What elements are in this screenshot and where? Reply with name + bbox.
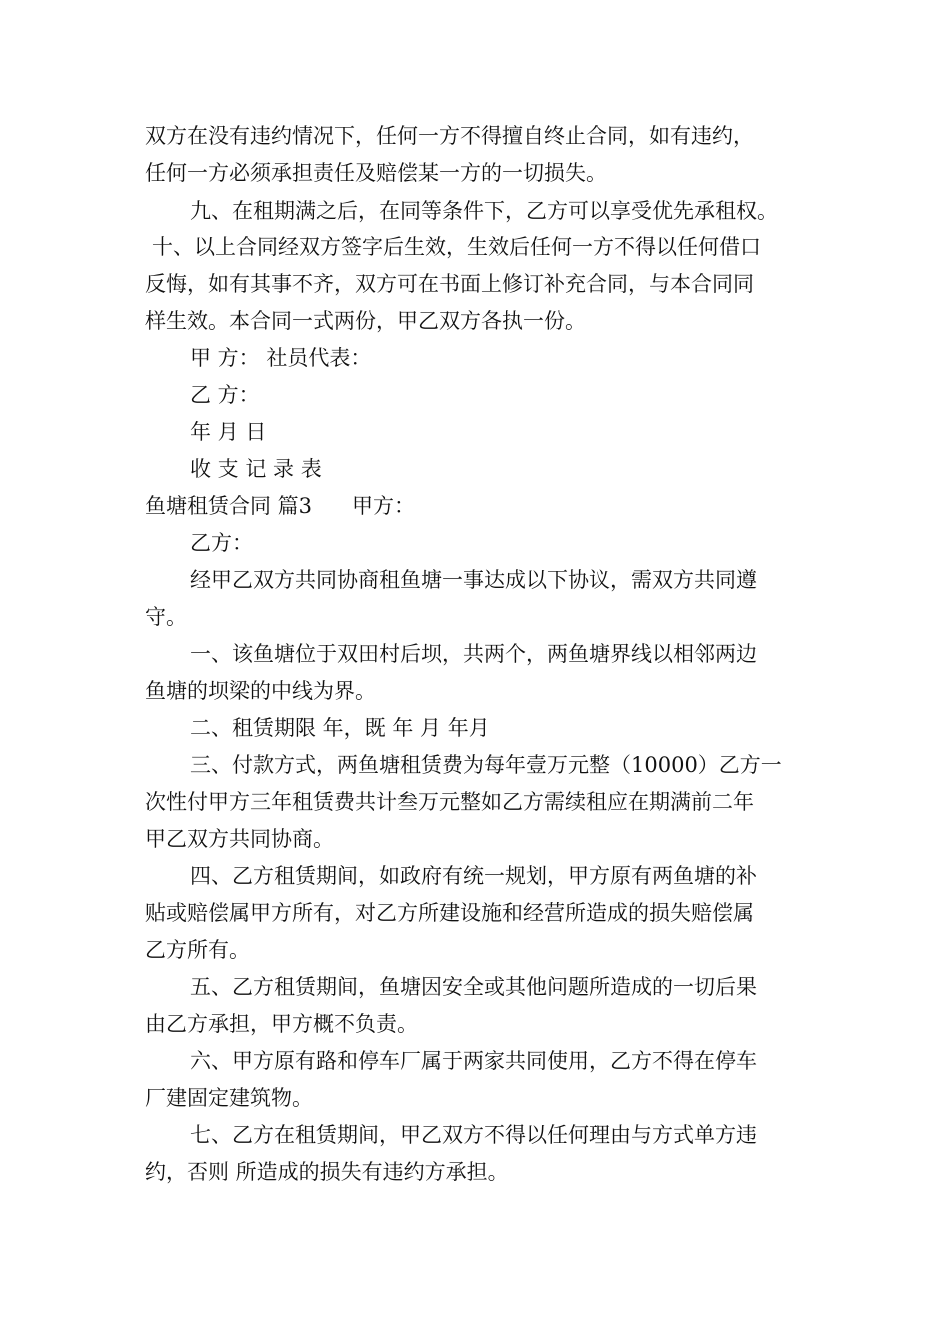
section-heading: [145, 491, 415, 521]
text-line: 约，否则 所造成的损失有违约方承担。: [145, 1160, 509, 1184]
text-line: 厂建固定建筑物。: [145, 1086, 313, 1110]
clause-2: 二、租赁期限 年，既 年 月 年月: [190, 716, 490, 740]
clause-3: 三、付款方式，两鱼塘租赁费为每年壹万元整（10000）乙方一: [190, 753, 782, 777]
text-line: 由乙方承担，甲方概不负责。: [145, 1012, 418, 1036]
text-line: 守。: [145, 605, 187, 629]
contract-title: 鱼塘租赁合同 篇3: [145, 494, 313, 518]
party-a-label: 甲方：: [352, 494, 416, 518]
text-line: 反悔，如有其事不齐，双方可在书面上修订补充合同，与本合同同: [145, 272, 754, 296]
signature-line-party-a: 甲 方： 社员代表：: [190, 346, 372, 370]
text-line: 经甲乙双方共同协商租鱼塘一事达成以下协议，需双方共同遵: [190, 568, 757, 592]
record-table-title: 收 支 记 录 表: [190, 457, 322, 481]
clause-6: 六、甲方原有路和停车厂属于两家共同使用，乙方不得在停车: [190, 1049, 757, 1073]
text-line: 乙方所有。: [145, 938, 250, 962]
clause-4: 四、乙方租赁期间，如政府有统一规划，甲方原有两鱼塘的补: [190, 864, 757, 888]
clause-5: 五、乙方租赁期间，鱼塘因安全或其他问题所造成的一切后果: [190, 975, 757, 999]
text-line: 十、以上合同经双方签字后生效，生效后任何一方不得以任何借口: [152, 235, 761, 259]
date-line: 年 月 日: [190, 420, 267, 444]
text-line: 九、在租期满之后，在同等条件下，乙方可以享受优先承租权。: [190, 199, 778, 223]
text-line: 次性付甲方三年租赁费共计叁万元整如乙方需续租应在期满前二年: [145, 790, 754, 814]
party-b-label: 乙方：: [190, 531, 253, 555]
text-line: 任何一方必须承担责任及赔偿某一方的一切损失。: [145, 161, 607, 185]
clause-1: 一、该鱼塘位于双田村后坝，共两个，两鱼塘界线以相邻两边: [190, 642, 757, 666]
text-line: 鱼塘的坝梁的中线为界。: [145, 679, 376, 703]
text-line: 样生效。本合同一式两份，甲乙双方各执一份。: [145, 309, 586, 333]
text-line: 双方在没有违约情况下，任何一方不得擅自终止合同，如有违约，: [145, 124, 754, 148]
text-line: 贴或赔偿属甲方所有，对乙方所建设施和经营所造成的损失赔偿属: [145, 901, 754, 925]
clause-7: 七、乙方在租赁期间，甲乙双方不得以任何理由与方式单方违: [190, 1123, 757, 1147]
text-line: 甲乙双方共同协商。: [145, 827, 334, 851]
signature-line-party-b: 乙 方：: [190, 383, 260, 407]
